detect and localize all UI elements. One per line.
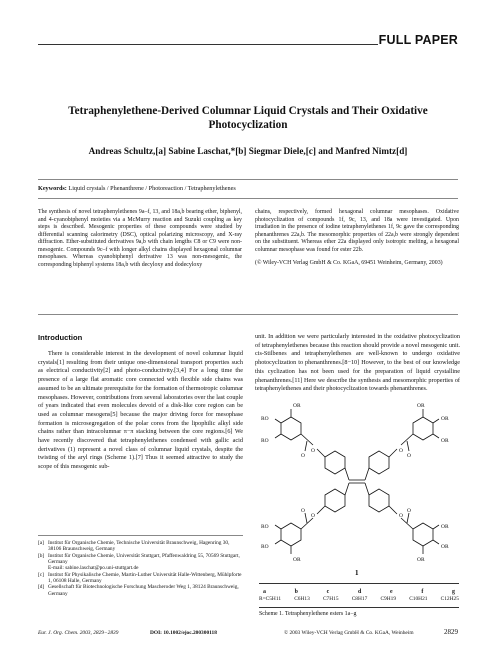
page-number: 2829 [444, 628, 458, 636]
author-list: Andreas Schultz,[a] Sabine Laschat,*[b] Siegmar Diele,[c] and Manfred Nimtz[d] [88, 146, 408, 156]
affiliations [38, 540, 243, 597]
intro-right-column [255, 333, 460, 394]
substituent-label: RO [261, 544, 269, 550]
affiliation-item: E-mail: sabine.laschat@po.uni-stuttgart.de [48, 565, 139, 572]
scheme-table-bottom-rule [259, 607, 459, 608]
substituent-label: RO [261, 416, 269, 422]
keywords-top-rule [38, 179, 458, 180]
section-heading-introduction: Introduction [38, 333, 83, 342]
footer-journal: Eur. J. Org. Chem. 2003, 2829−2839 [38, 630, 119, 636]
compound-number: 1 [355, 569, 359, 575]
substituent-label: OR [441, 524, 449, 530]
keywords-text: Liquid crystals / Phenanthrene / Photoreaction / Tetraphenylethenes [68, 185, 236, 192]
carbonyl-oxygen-label: O [301, 508, 305, 514]
affiliation-item: [d] Gesellschaft für Biotechnologische Forschung Mascheroder Weg 1, 38124 Braunschweig, Germany [38, 584, 239, 597]
abstract-left-column: The synthesis of novel tetraphenylethenes 9a–f, 13, and 18a,b bearing ether, biphenyl, and 4-cyanobiphenyl moieties via a McMurry reaction and Suzuki coupling as key steps is described. Mesogenic properties of these compounds were studied by differential scanning calorimetry (DSC), optical polarizing microscopy, and X-ray diffraction. Ether-substituted derivatives 9a,b with chain lengths C8 or C9 were non-mesogenic. Compounds 9c–f with longer alkyl chains displayed hexagonal columnar mesophases. Whereas cyanobiphenyl derivative 13 was non-mesogenic, the corresponding biphenyl systems 18a,b with decyloxy and dodecyloxy [38, 209, 242, 268]
affiliation-rule [38, 535, 243, 536]
substituent-label: OR [417, 557, 425, 563]
scheme-substituent-table [259, 589, 459, 602]
scheme-1-structure [257, 395, 461, 575]
substituent-label: RO [261, 438, 269, 444]
substituent-label: OR [293, 557, 301, 563]
ester-oxygen-label: O [399, 513, 403, 519]
ester-oxygen-label: O [399, 448, 403, 454]
table-letter-row: a b c d e f g [263, 589, 455, 595]
substituent-label: OR [441, 544, 449, 550]
affiliation-item: [b] Institut für Organische Chemie, Universität Stuttgart, Pfaffenwaldring 55, 70569 Stuttgart, Germany [38, 552, 240, 566]
header-label: FULL PAPER [378, 33, 458, 47]
abstract-right-column [255, 209, 459, 268]
carbonyl-oxygen-label: O [407, 453, 411, 459]
substituent-label: RO [261, 524, 269, 530]
substituent-label: OR [441, 416, 449, 422]
carbonyl-oxygen-label: O [407, 508, 411, 514]
keywords [38, 185, 458, 192]
affiliation-item: [c] Institut für Physikalische Chemie, Martin-Luther Universität Halle-Wittenberg, Mühlpforte 1, 06108 Halle, Germany [38, 571, 242, 585]
ester-oxygen-label: O [311, 513, 315, 519]
ester-oxygen-label: O [311, 448, 315, 454]
carbonyl-oxygen-label: O [301, 453, 305, 459]
abstract-bottom-rule [38, 314, 458, 315]
header-rule [38, 44, 378, 45]
abstract-right-text: chains, respectively, formed hexagonal columnar mesophases. Oxidative photocyclization of compounds 1f, 9c, 13, and 18a were investigated. Upon irradiation in the presence of iodine tetraphenylethenes 1f, 9c gave the corresponding phenanthrenes 22a,b. The mesomorphic properties of 22a,b were strongly dependent on the substituent. Whereas ether 22a displayed only isotropic melting, a hexagonal columnar mesophase was found for ester 22b. [255, 209, 459, 253]
scheme-caption: Scheme 1. Tetraphenylethene esters 1a−g [259, 611, 357, 617]
intro-paragraph: There is considerable interest in the development of novel columnar liquid crystals[1] resulting from their unique one-dimensional transport properties such as electrical conductivity[2] and photo-conductivity.[3,4] For a long time the presence of a large flat aromatic core connected with flexible side chains was assumed to be an ultimate prerequisite for the formation of thermotropic columnar mesophases. However, contributions from several laboratories over the last couple of years indicated that even molecules devoid of a disk-like core region can be used as columnar mesogens[5] because the major driving force for mesophase formation is microsegregation of the polar cores from the lipophilic alkyl side chains rather than intracolumnar π−π stacking between the core regions.[6] We have recently discovered that tetraphenylethenes condensed with gallic acid derivatives (1) represent a novel class of columnar liquid crystals, despite the twisting of the aryl rings (Scheme 1).[7] Thus it seemed attractive to study the scope of this mesogenic sub- [38, 350, 243, 471]
scheme-table-top-rule [259, 583, 459, 584]
keywords-label: Keywords: [38, 185, 67, 192]
affiliation-item: [a] Institut für Organische Chemie, Technische Universität Braunschweig, Hagenring 30, 38106 Braunschweig, Germany [38, 540, 230, 553]
abstract-copyright: (© Wiley-VCH Verlag GmbH & Co. KGaA, 69451 Weinheim, Germany, 2003) [255, 260, 443, 266]
substituent-label: OR [293, 403, 301, 409]
intro-paragraph-continued: unit. In addition we were particularly interested in the oxidative photocyclization of tetraphenylethenes because this reaction should provide a novel mesogenic unit. cis-Stilbenes and tetraphenylethenes are well-known to undergo oxidative photocyclization to phenanthrenes.[8−10] However, to the best of our knowledge this cyclization has not been used for the preparation of liquid crystalline phenanthrenes.[11] Here we describe the synthesis and mesomorphic properties of tetraphenylethenes and their photocyclization towards phenanthrenes. [255, 333, 460, 393]
keywords-bottom-rule [38, 198, 458, 199]
footer-doi: DOI: 10.1002/ejoc.200300118 [150, 630, 217, 636]
intro-left-column [38, 350, 243, 472]
table-value-row: R=C5H11 C6H13 C7H15 C8H17 C9H19 C10H21 C12H25 [259, 596, 459, 602]
substituent-label: OR [417, 403, 425, 409]
substituent-label: OR [441, 438, 449, 444]
footer-copyright: © 2003 Wiley-VCH Verlag GmbH & Co. KGaA, Weinheim [284, 630, 414, 636]
article-title: Tetraphenylethene-Derived Columnar Liquid Crystals and Their Oxidative Photocyclization [68, 105, 428, 131]
